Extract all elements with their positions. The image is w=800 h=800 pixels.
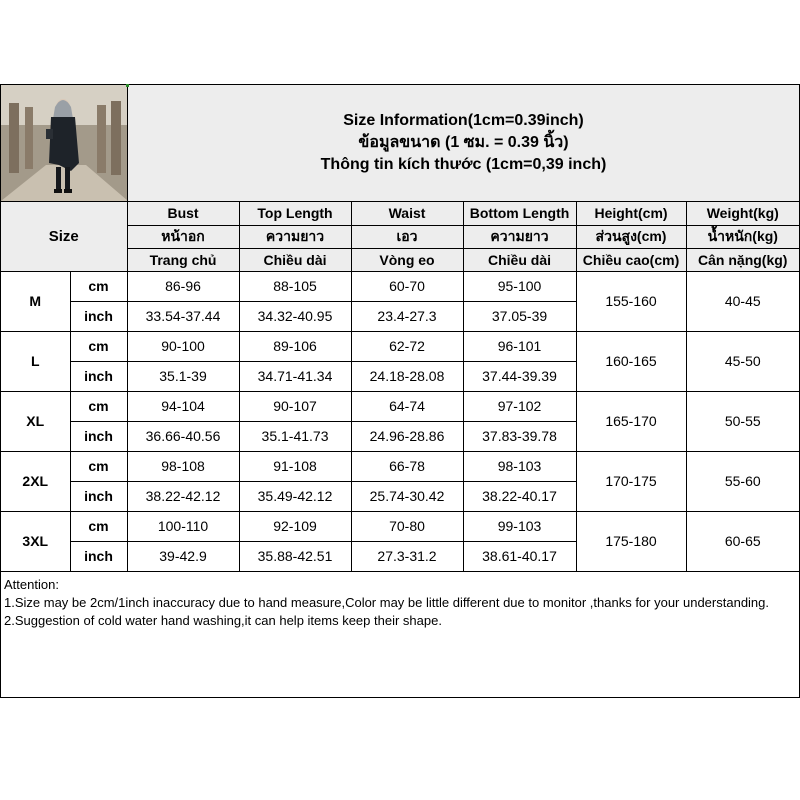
height-value: 155-160 — [576, 271, 686, 331]
inch-value: 24.18-28.08 — [351, 361, 463, 391]
size-name: L — [1, 331, 70, 391]
column-header-5-en: Weight(kg) — [686, 202, 799, 225]
header-row-en — [1, 202, 799, 225]
inch-value: 35.1-39 — [127, 361, 239, 391]
size-name: 2XL — [1, 451, 70, 511]
column-header-2-th: เอว — [351, 225, 463, 248]
cm-value: 91-108 — [239, 451, 351, 481]
cm-value: 96-101 — [463, 331, 576, 361]
cm-value: 98-103 — [463, 451, 576, 481]
inch-value: 37.83-39.78 — [463, 421, 576, 451]
inch-value: 38.22-40.17 — [463, 481, 576, 511]
weight-value: 60-65 — [686, 511, 799, 571]
column-header-5-th: น้ำหนัก(kg) — [686, 225, 799, 248]
size-name: XL — [1, 391, 70, 451]
height-value: 165-170 — [576, 391, 686, 451]
inch-value: 38.61-40.17 — [463, 541, 576, 571]
inch-value: 35.88-42.51 — [239, 541, 351, 571]
column-header-1-th: ความยาว — [239, 225, 351, 248]
cm-value: 98-108 — [127, 451, 239, 481]
column-header-5-vi: Cân nặng(kg) — [686, 248, 799, 271]
unit-inch: inch — [70, 421, 127, 451]
table-row — [1, 331, 799, 361]
inch-value: 37.05-39 — [463, 301, 576, 331]
size-info-title-th: ข้อมูลขนาด (1 ซม. = 0.39 นิ้ว) — [358, 134, 569, 151]
unit-inch: inch — [70, 481, 127, 511]
model-photo-illustration — [1, 85, 128, 201]
cm-value: 60-70 — [351, 271, 463, 301]
column-header-0-en: Bust — [127, 202, 239, 225]
column-header-0-vi: Trang chủ — [127, 248, 239, 271]
size-info-title-vi: Thông tin kích thước (1cm=0,39 inch) — [320, 156, 607, 173]
size-column-header: Size — [1, 202, 127, 271]
corner-mark — [126, 84, 129, 87]
cm-value: 90-107 — [239, 391, 351, 421]
inch-value: 38.22-42.12 — [127, 481, 239, 511]
cm-value: 86-96 — [127, 271, 239, 301]
size-chart — [0, 84, 800, 698]
size-table — [1, 202, 799, 572]
cm-value: 92-109 — [239, 511, 351, 541]
size-name: 3XL — [1, 511, 70, 571]
column-header-4-th: ส่วนสูง(cm) — [576, 225, 686, 248]
weight-value: 50-55 — [686, 391, 799, 451]
unit-inch: inch — [70, 361, 127, 391]
height-value: 170-175 — [576, 451, 686, 511]
column-header-3-vi: Chiều dài — [463, 248, 576, 271]
product-photo — [1, 85, 128, 201]
unit-cm: cm — [70, 511, 127, 541]
unit-cm: cm — [70, 391, 127, 421]
cm-value: 70-80 — [351, 511, 463, 541]
size-name: M — [1, 271, 70, 331]
table-row — [1, 271, 799, 301]
column-header-1-vi: Chiều dài — [239, 248, 351, 271]
inch-value: 35.49-42.12 — [239, 481, 351, 511]
unit-inch: inch — [70, 301, 127, 331]
cm-value: 100-110 — [127, 511, 239, 541]
attention-notes — [1, 575, 799, 697]
table-row — [1, 451, 799, 481]
inch-value: 23.4-27.3 — [351, 301, 463, 331]
attention-title: Attention: — [4, 577, 59, 592]
cm-value: 95-100 — [463, 271, 576, 301]
inch-value: 39-42.9 — [127, 541, 239, 571]
column-header-2-en: Waist — [351, 202, 463, 225]
unit-inch: inch — [70, 541, 127, 571]
attention-note-2: 2.Suggestion of cold water hand washing,it can help items keep their shape. — [4, 613, 442, 628]
inch-value: 36.66-40.56 — [127, 421, 239, 451]
table-row — [1, 511, 799, 541]
inch-value: 33.54-37.44 — [127, 301, 239, 331]
weight-value: 40-45 — [686, 271, 799, 331]
cm-value: 90-100 — [127, 331, 239, 361]
height-value: 175-180 — [576, 511, 686, 571]
column-header-0-th: หน้าอก — [127, 225, 239, 248]
height-value: 160-165 — [576, 331, 686, 391]
cm-value: 99-103 — [463, 511, 576, 541]
weight-value: 45-50 — [686, 331, 799, 391]
unit-cm: cm — [70, 451, 127, 481]
column-header-4-vi: Chiều cao(cm) — [576, 248, 686, 271]
table-row — [1, 391, 799, 421]
inch-value: 34.71-41.34 — [239, 361, 351, 391]
size-info-title-block — [128, 85, 799, 201]
inch-value: 35.1-41.73 — [239, 421, 351, 451]
inch-value: 27.3-31.2 — [351, 541, 463, 571]
cm-value: 94-104 — [127, 391, 239, 421]
column-header-4-en: Height(cm) — [576, 202, 686, 225]
cm-value: 64-74 — [351, 391, 463, 421]
attention-note-1: 1.Size may be 2cm/1inch inaccuracy due to hand measure,Color may be little different due to monitor ,thanks for your understanding. — [4, 595, 770, 610]
cm-value: 66-78 — [351, 451, 463, 481]
weight-value: 55-60 — [686, 451, 799, 511]
column-header-2-vi: Vòng eo — [351, 248, 463, 271]
cm-value: 89-106 — [239, 331, 351, 361]
column-header-1-en: Top Length — [239, 202, 351, 225]
column-header-3-th: ความยาว — [463, 225, 576, 248]
inch-value: 24.96-28.86 — [351, 421, 463, 451]
unit-cm: cm — [70, 271, 127, 301]
inch-value: 37.44-39.39 — [463, 361, 576, 391]
size-info-title-en: Size Information(1cm=0.39inch) — [343, 112, 584, 129]
cm-value: 62-72 — [351, 331, 463, 361]
size-chart-header — [1, 85, 799, 202]
cm-value: 88-105 — [239, 271, 351, 301]
inch-value: 34.32-40.95 — [239, 301, 351, 331]
column-header-3-en: Bottom Length — [463, 202, 576, 225]
cm-value: 97-102 — [463, 391, 576, 421]
inch-value: 25.74-30.42 — [351, 481, 463, 511]
unit-cm: cm — [70, 331, 127, 361]
